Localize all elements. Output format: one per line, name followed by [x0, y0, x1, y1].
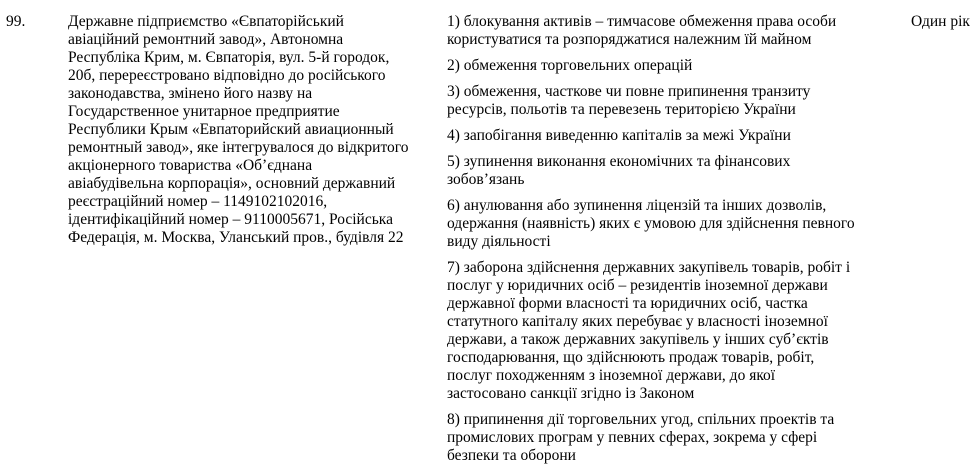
sanctions-list	[447, 13, 877, 473]
row-number: 99.	[6, 13, 26, 30]
sanction-item: 5) зупинення виконання економічних та фінансових зобов’язань	[447, 153, 791, 188]
sanction-item: 8) припинення дії торговельних угод, спільних проектів та промислових програм у певних сферах, зокрема у сфері безпеки та оборони	[447, 411, 835, 464]
sanction-item: 1) блокування активів – тимчасове обмеження права особи користуватися та розпоряджатися належним їй майном	[447, 13, 837, 48]
sanction-item: 6) анулювання або зупинення ліцензій та інших дозволів, одержання (наявність) яких є умовою для здійснення певного виду діяльності	[447, 197, 855, 250]
sanction-item: 7) заборона здійснення державних закупівель товарів, робіт і послуг у юридичних осіб – резидентів іноземної держави державної форми власності та юридичних осіб, частка статутного капіталу яких перебуває у власності іноземної держави, а також державних закупівель у інших суб’єктів господарювання, що здійснюють продаж товарів, робіт, послуг походженням з іноземної держави, до якої застосовано санкції згідно із Законом	[447, 259, 851, 402]
sanction-item: 2) обмеження торговельних операцій	[447, 57, 693, 74]
sanction-item: 3) обмеження, часткове чи повне припинення транзиту ресурсів, польотів та перевезень територією України	[447, 83, 811, 118]
sanction-term: Один рік	[911, 13, 970, 30]
entity-description: Державне підприємство «Євпаторійський авіаційний ремонтний завод», Автономна Республіка Крим, м. Євпаторія, вул. 5-й городок, 20б, перереєстровано відповідно до російського законодавства, змінено його назву на Государственное унитарное предприятие Республики Крым «Евпаторийский авиационный ремонтный завод», яке інтегрувалося до відкритого акціонерного товариства «Об’єднана авіабудівельна корпорація», основний державний реєстраційний номер – 1149102102016, ідентифікаційний номер – 9110005671, Російська Федерація, м. Москва, Уланський пров., будівля 22	[68, 13, 409, 246]
sanction-item: 4) запобігання виведенню капіталів за межі України	[447, 127, 791, 144]
